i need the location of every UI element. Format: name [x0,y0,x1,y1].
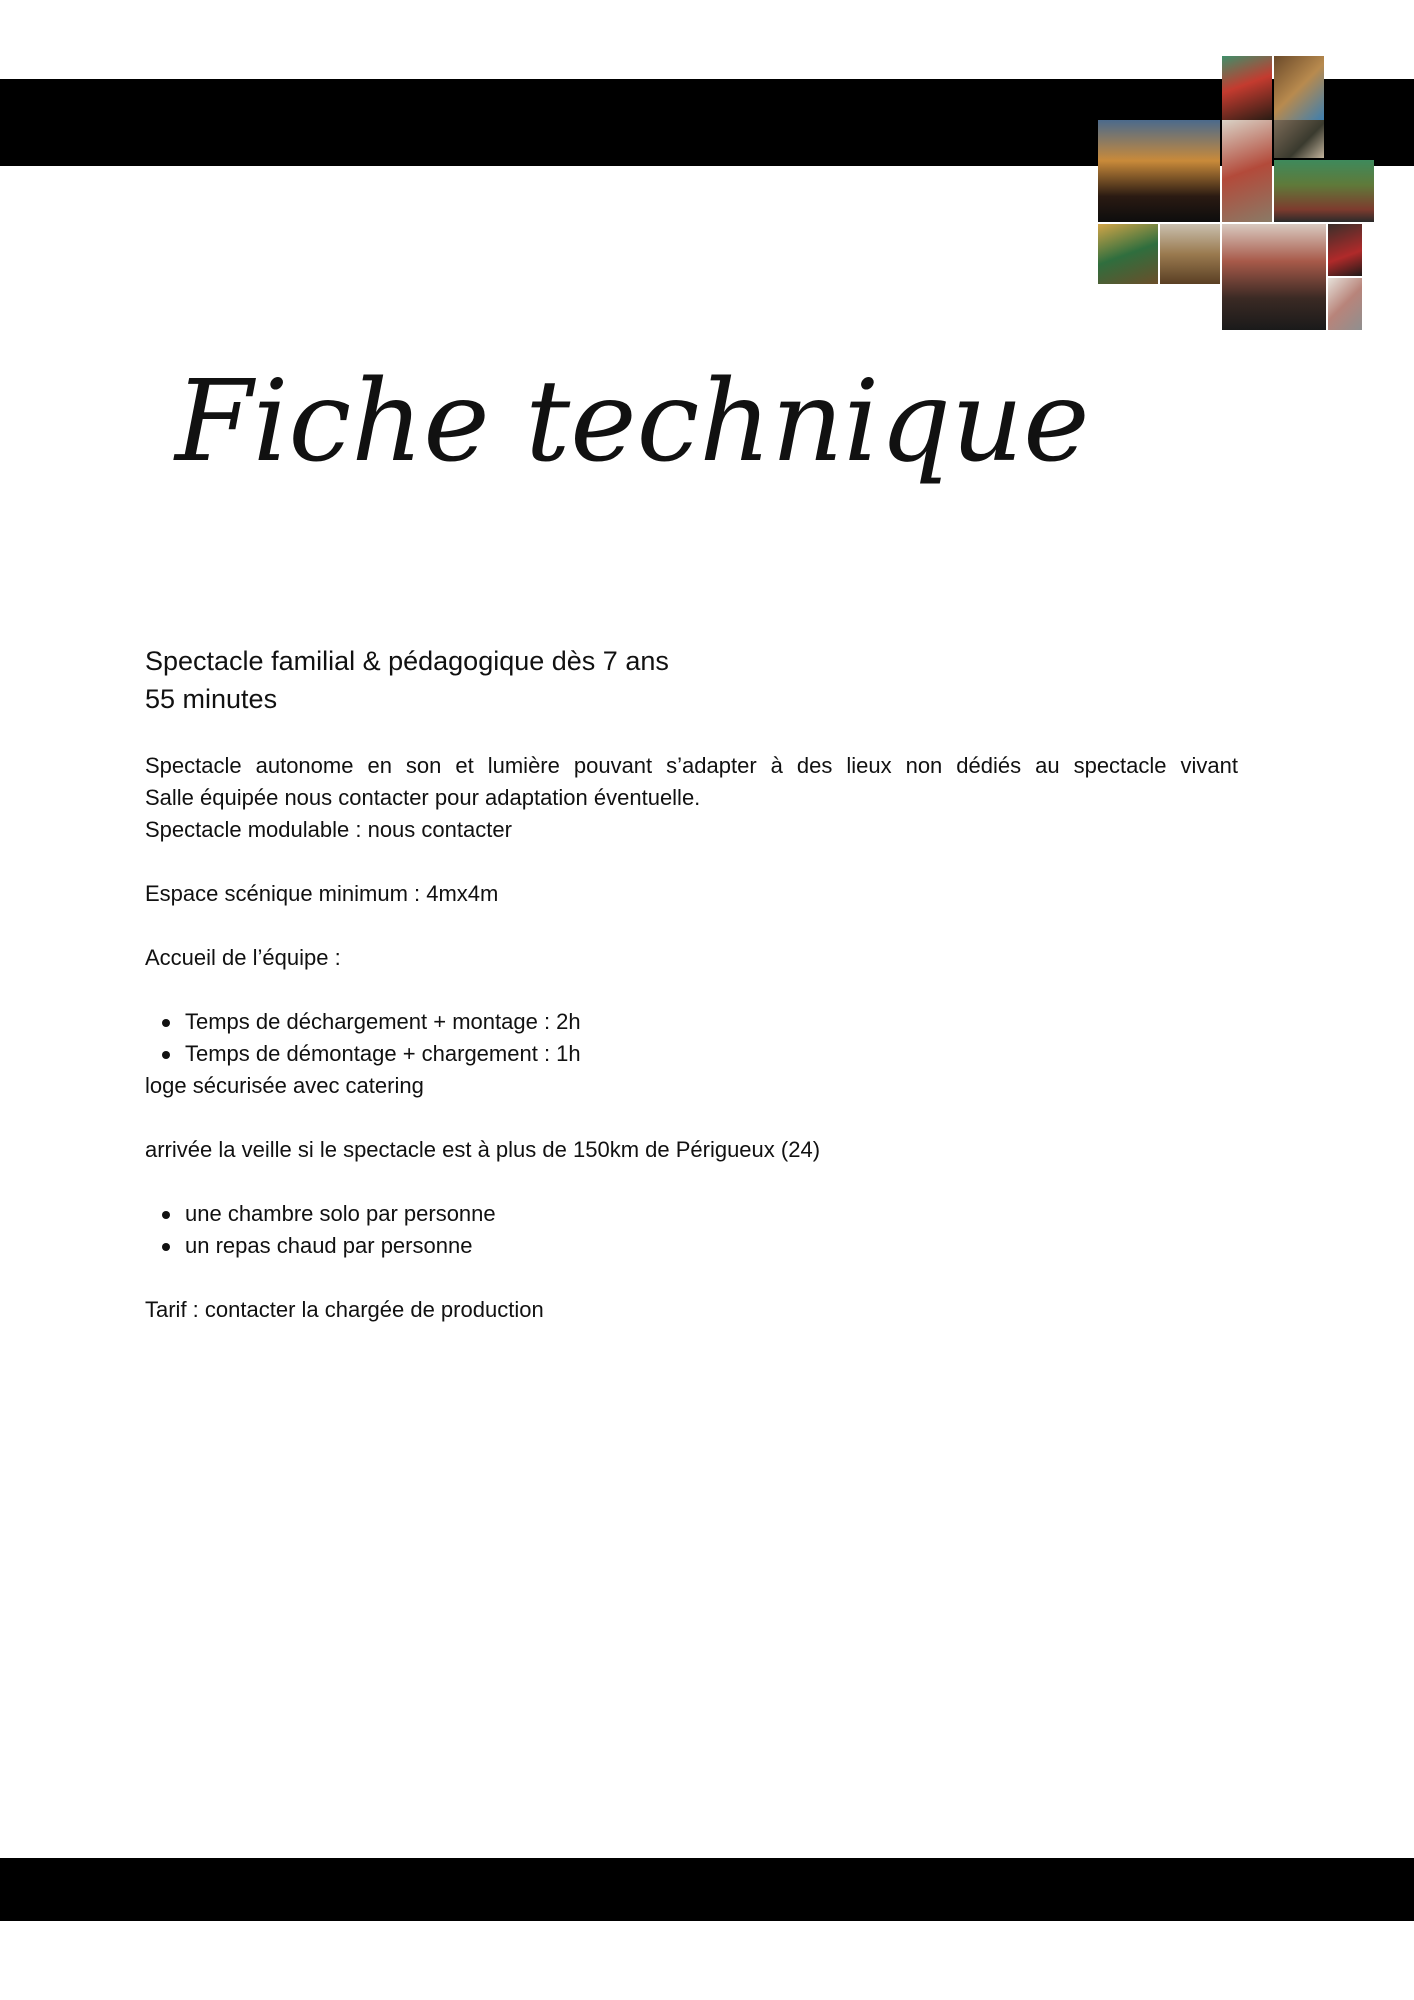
collage-photo-stage-props [1222,56,1272,120]
technical-sheet-body [145,642,1238,1326]
collage-photo-children [1328,224,1362,276]
collage-photo-performance [1098,120,1220,222]
list-item [160,1230,1238,1262]
collage-photo-drawing [1328,278,1362,330]
bullet-icon [162,1211,170,1219]
equipped-room-text: Salle équipée nous contacter pour adaptation éventuelle. [145,785,701,810]
page-title-text: Fiche technique [175,357,1090,487]
list-item-label: Temps de démontage + chargement : 1h [185,1041,581,1066]
collage-photo-audience-small [1274,120,1324,158]
lodging-list [145,1198,1238,1262]
collage-photo-workshop [1274,56,1324,120]
bullet-icon [162,1243,170,1251]
timing-list [145,1006,1238,1070]
collage-photo-plant-prop [1098,224,1158,284]
list-item [160,1006,1238,1038]
list-item-label: une chambre solo par personne [185,1201,496,1226]
dressing-room-text: loge sécurisée avec catering [145,1073,424,1098]
modular-text: Spectacle modulable : nous contacter [145,817,512,842]
duration-line: 55 minutes [145,684,278,714]
stage-space-text: Espace scénique minimum : 4mx4m [145,881,499,906]
collage-photo-costume-detail [1222,120,1272,222]
collage-photo-classroom [1274,160,1374,222]
arrival-text: arrivée la veille si le spectacle est à plus de 150km de Périgueux (24) [145,1137,821,1162]
list-item [160,1198,1238,1230]
autonomy-text: Spectacle autonome en son et lumière pouvant s’adapter à des lieux non dédiés au spectacle vivant [145,753,1238,778]
list-item-label: Temps de déchargement + montage : 2h [185,1009,581,1034]
page-title [175,330,1090,530]
bullet-icon [162,1051,170,1059]
audience-line: Spectacle familial & pédagogique dès 7 ans [145,646,669,676]
collage-photo-audience [1222,224,1326,330]
list-item-label: un repas chaud par personne [185,1233,473,1258]
list-item [160,1038,1238,1070]
bullet-icon [162,1019,170,1027]
rate-text: Tarif : contacter la chargée de production [145,1297,544,1322]
team-welcome-heading: Accueil de l’équipe : [145,945,341,970]
photo-collage [1098,56,1376,330]
collage-photo-stage-wide [1160,224,1220,284]
bottom-black-band [0,1858,1414,1921]
